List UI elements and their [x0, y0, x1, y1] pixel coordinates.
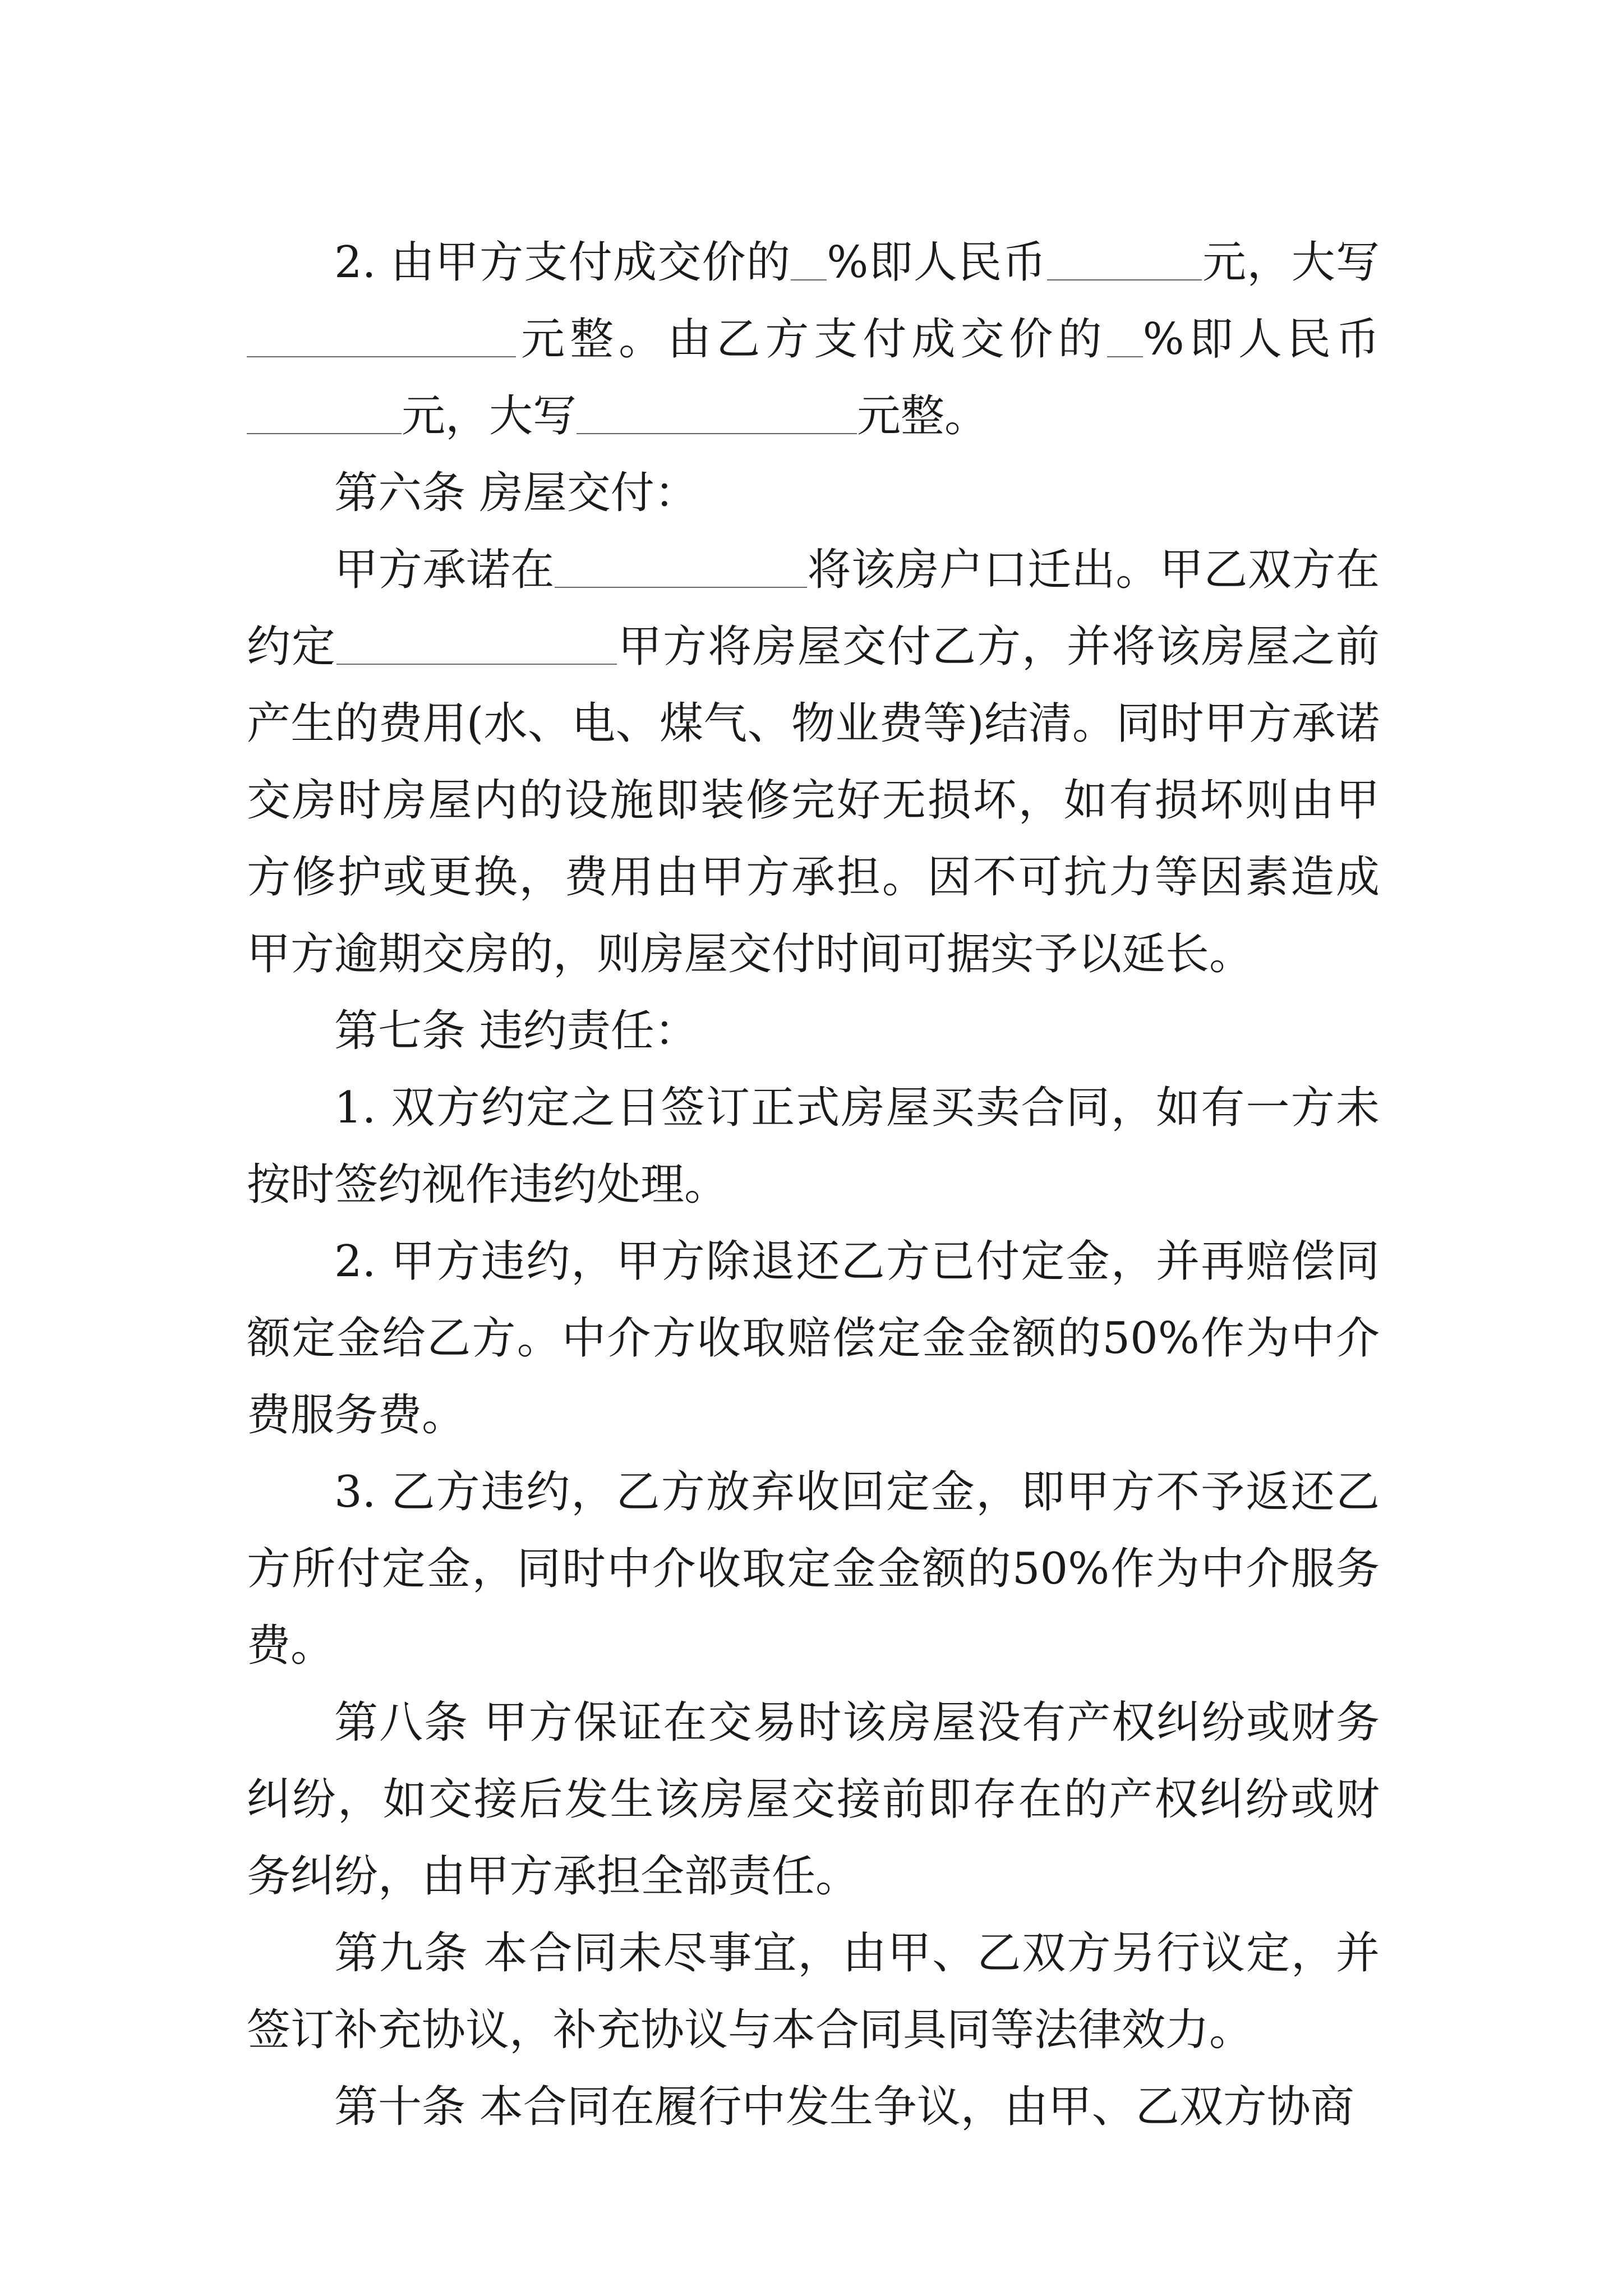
article-10: 第十条 本合同在履行中发生争议，由甲、乙双方协商	[334, 2082, 1354, 2132]
article-8: 第八条 甲方保证在交易时该房屋没有产权纠纷或财务纠纷，如交接后发生该房屋交接前即存在的产权纠纷或财务纠纷，由甲方承担全部责任。	[247, 1697, 1380, 1902]
blank-amount-words-party-b[interactable]	[577, 393, 857, 434]
clause-text: 将该房户口迁出。甲乙双方在约定	[247, 545, 1380, 672]
contract-page	[247, 224, 1380, 2146]
clause-text: %即人民币	[827, 237, 1047, 288]
article-9: 第九条 本合同未尽事宜，由甲、乙双方另行议定，并签订补充协议，补充协议与本合同具同等法律效力。	[247, 1928, 1380, 2055]
article-7-item-1: 1. 双方约定之日签订正式房屋买卖合同，如有一方未按时签约视作违约处理。	[247, 1083, 1380, 1210]
clause-text: 元，大写	[1201, 237, 1380, 288]
article-6-body	[247, 532, 1380, 993]
blank-amount-words-party-a[interactable]	[247, 316, 516, 357]
blank-amount-party-a[interactable]	[1047, 239, 1202, 280]
blank-hukou-date[interactable]	[555, 546, 807, 588]
clause-text: 元整。由乙方支付成交价的	[516, 314, 1107, 365]
blank-handover-date[interactable]	[336, 623, 617, 665]
article-7-item-2: 2. 甲方违约，甲方除退还乙方已付定金，并再赔偿同额定金给乙方。中介方收取赔偿定金金额的50%作为中介费服务费。	[247, 1236, 1380, 1441]
clause-text: 元，大写	[402, 391, 577, 441]
blank-percent-party-b[interactable]	[1107, 316, 1143, 357]
blank-percent-party-a[interactable]	[791, 239, 827, 280]
clause-text: 元整。	[857, 391, 989, 441]
clause-text: 甲方将房屋交付乙方，并将该房屋之前产生的费用(水、电、煤气、物业费等)结清。同时甲方承诺交房时房屋内的设施即装修完好无损坏，如有损坏则由甲方修护或更换，费用由甲方承担。因不可抗力等因素造成甲方逾期交房的，则房屋交付时间可据实予以延长。	[247, 622, 1380, 979]
clause-text: %即人民币	[1142, 314, 1380, 365]
payment-clause-2	[247, 224, 1380, 455]
article-7-item-3: 3. 乙方违约，乙方放弃收回定金，即甲方不予返还乙方所付定金，同时中介收取定金金额的50%作为中介服务费。	[247, 1467, 1380, 1671]
clause-text: 甲方承诺在	[334, 545, 555, 595]
article-6-heading: 第六条 房屋交付：	[334, 468, 698, 518]
blank-amount-party-b[interactable]	[247, 393, 402, 434]
clause-text: 2. 由甲方支付成交价的	[334, 237, 791, 288]
article-7-heading: 第七条 违约责任：	[334, 1006, 698, 1056]
